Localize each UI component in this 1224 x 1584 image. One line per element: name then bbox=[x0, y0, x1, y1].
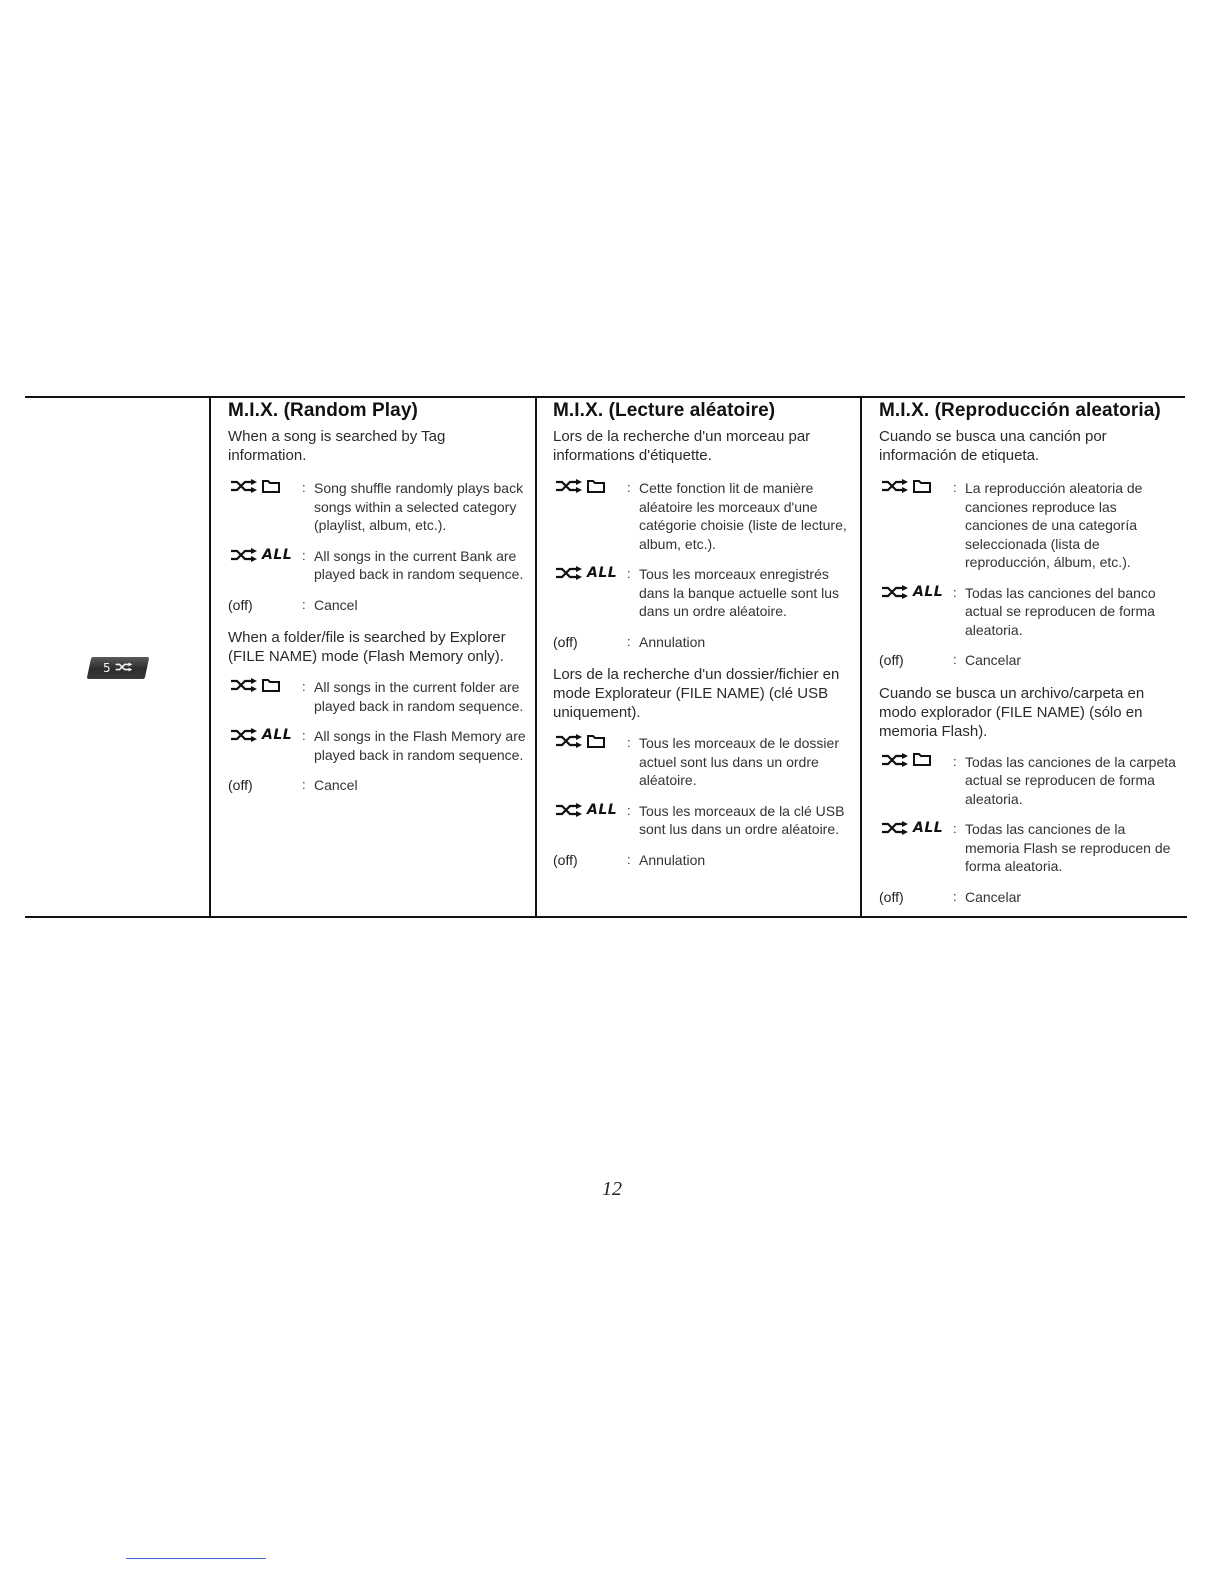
shuffle-icon bbox=[555, 479, 583, 493]
colon: : bbox=[302, 728, 306, 743]
colon: : bbox=[953, 584, 957, 600]
colon: : bbox=[627, 633, 631, 649]
section-title: M.I.X. (Reproducción aleatoria) bbox=[879, 400, 1161, 421]
entry-folder-shuffle bbox=[879, 753, 1179, 809]
column-spanish bbox=[879, 400, 1179, 906]
entry-description: Todas las canciones del banco actual se reproducen de forma aleatoria. bbox=[965, 584, 1156, 638]
entry-all-shuffle bbox=[879, 584, 1179, 640]
shuffle-icon bbox=[230, 728, 258, 742]
key-number: 5 bbox=[103, 661, 111, 675]
entry-description: All songs in the current folder are played back in random sequence. bbox=[314, 679, 524, 714]
shuffle-icon bbox=[881, 479, 909, 493]
colon: : bbox=[627, 735, 631, 750]
folder-icon bbox=[587, 735, 605, 748]
entry-description: Cette fonction lit de manière aléatoire les morceaux d'une catégorie choisie (liste de lecture, album, etc.). bbox=[639, 480, 847, 552]
colon: : bbox=[627, 480, 631, 495]
top-rule bbox=[25, 396, 1185, 398]
column-divider bbox=[860, 397, 862, 917]
column-divider bbox=[209, 397, 211, 917]
off-label: (off) bbox=[553, 633, 578, 650]
entry-all-shuffle bbox=[553, 802, 849, 839]
colon: : bbox=[627, 566, 631, 581]
entry-all-shuffle bbox=[553, 565, 849, 621]
intro-explorer-search: Cuando se busca un archivo/carpeta en modo explorador (FILE NAME) (sólo en memoria Flash). bbox=[879, 684, 1145, 740]
shuffle-icon bbox=[555, 566, 583, 580]
entry-description: Tous les morceaux de le dossier actuel sont lus dans un ordre aléatoire. bbox=[639, 735, 839, 788]
entry-off bbox=[228, 596, 526, 615]
all-label: ALL bbox=[587, 801, 618, 818]
entry-description: Cancel bbox=[314, 777, 358, 793]
entry-description: All songs in the current Bank are played back in random sequence. bbox=[314, 547, 524, 582]
shuffle-icon bbox=[881, 821, 909, 835]
entry-description: Tous les morceaux de la clé USB sont lus dans un ordre aléatoire. bbox=[639, 802, 845, 837]
entry-off bbox=[879, 888, 1179, 907]
entry-description: Cancel bbox=[314, 596, 358, 613]
section-title: M.I.X. (Lecture aléatoire) bbox=[553, 400, 776, 421]
intro-tag-search: Cuando se busca una canción por información de etiqueta. bbox=[879, 428, 1107, 464]
off-label: (off) bbox=[553, 851, 578, 868]
off-label: (off) bbox=[879, 652, 904, 668]
shuffle-icon bbox=[115, 661, 133, 675]
entry-description: Cancelar bbox=[965, 888, 1022, 905]
entry-description: Tous les morceaux enregistrés dans la banque actuelle sont lus dans un ordre aléatoire. bbox=[639, 566, 840, 619]
colon: : bbox=[953, 652, 957, 667]
entry-folder-shuffle bbox=[228, 479, 526, 535]
shuffle-icon bbox=[230, 548, 258, 562]
colon: : bbox=[953, 821, 957, 836]
all-label: ALL bbox=[913, 820, 944, 836]
colon: : bbox=[302, 547, 306, 563]
folder-icon bbox=[262, 480, 280, 493]
footer-line bbox=[126, 1558, 266, 1559]
folder-icon bbox=[913, 480, 931, 493]
colon: : bbox=[302, 679, 306, 694]
entry-off bbox=[879, 651, 1179, 670]
entry-off bbox=[553, 633, 849, 652]
shuffle-icon bbox=[881, 753, 909, 767]
shuffle-icon bbox=[881, 585, 909, 599]
intro-explorer-search: Lors de la recherche d'un dossier/fichier en mode Explorateur (FILE NAME) (clé USB uniquement). bbox=[553, 666, 840, 721]
entry-folder-shuffle bbox=[553, 479, 849, 553]
shuffle-icon bbox=[230, 479, 258, 493]
section-title: M.I.X. (Random Play) bbox=[228, 400, 418, 421]
entry-description: Cancelar bbox=[965, 652, 1022, 668]
folder-icon bbox=[587, 480, 605, 493]
entry-all-shuffle bbox=[228, 547, 526, 584]
off-label: (off) bbox=[228, 596, 253, 613]
all-label: ALL bbox=[262, 546, 293, 563]
entry-all-shuffle bbox=[879, 820, 1179, 876]
entry-description: Todas las canciones de la carpeta actual se reproducen de forma aleatoria. bbox=[965, 753, 1176, 807]
column-english bbox=[228, 400, 526, 795]
colon: : bbox=[302, 480, 306, 495]
bottom-rule bbox=[25, 916, 1187, 918]
entry-description: Song shuffle randomly plays back songs within a selected category (playlist, album, etc.). bbox=[314, 480, 524, 533]
intro-tag-search: Lors de la recherche d'un morceau par informations d'étiquette. bbox=[553, 428, 811, 464]
colon: : bbox=[953, 888, 957, 904]
intro-explorer-search: When a folder/file is searched by Explorer (FILE NAME) mode (Flash Memory only). bbox=[228, 629, 506, 665]
entry-off bbox=[553, 851, 849, 870]
colon: : bbox=[302, 777, 306, 792]
shuffle-icon bbox=[555, 734, 583, 748]
colon: : bbox=[627, 851, 631, 867]
shuffle-icon bbox=[230, 678, 258, 692]
entry-folder-shuffle bbox=[879, 479, 1179, 572]
colon: : bbox=[302, 596, 306, 612]
entry-description: All songs in the Flash Memory are played back in random sequence. bbox=[314, 728, 526, 763]
entry-description: La reproducción aleatoria de canciones reproduce las canciones de una categoría seleccionada (lista de reproducción, álbum, etc.). bbox=[965, 480, 1143, 570]
column-divider bbox=[535, 397, 537, 917]
folder-icon bbox=[262, 679, 280, 692]
off-label: (off) bbox=[879, 888, 904, 905]
mix-key-button bbox=[87, 657, 150, 679]
entry-folder-shuffle bbox=[228, 678, 526, 715]
all-label: ALL bbox=[587, 565, 618, 581]
entry-description: Annulation bbox=[639, 851, 706, 868]
page-number: 12 bbox=[602, 1178, 622, 1200]
intro-tag-search: When a song is searched by Tag information. bbox=[228, 428, 446, 464]
off-label: (off) bbox=[228, 777, 253, 793]
shuffle-icon bbox=[555, 803, 583, 817]
folder-icon bbox=[913, 753, 931, 766]
entry-description: Todas las canciones de la memoria Flash se reproducen de forma aleatoria. bbox=[965, 821, 1171, 874]
entry-folder-shuffle bbox=[553, 734, 849, 790]
entry-off bbox=[228, 776, 526, 795]
colon: : bbox=[953, 480, 957, 495]
all-label: ALL bbox=[913, 583, 944, 600]
colon: : bbox=[627, 802, 631, 818]
all-label: ALL bbox=[262, 727, 293, 743]
entry-description: Annulation bbox=[639, 633, 706, 650]
entry-all-shuffle bbox=[228, 727, 526, 764]
column-french bbox=[553, 400, 849, 869]
colon: : bbox=[953, 753, 957, 769]
